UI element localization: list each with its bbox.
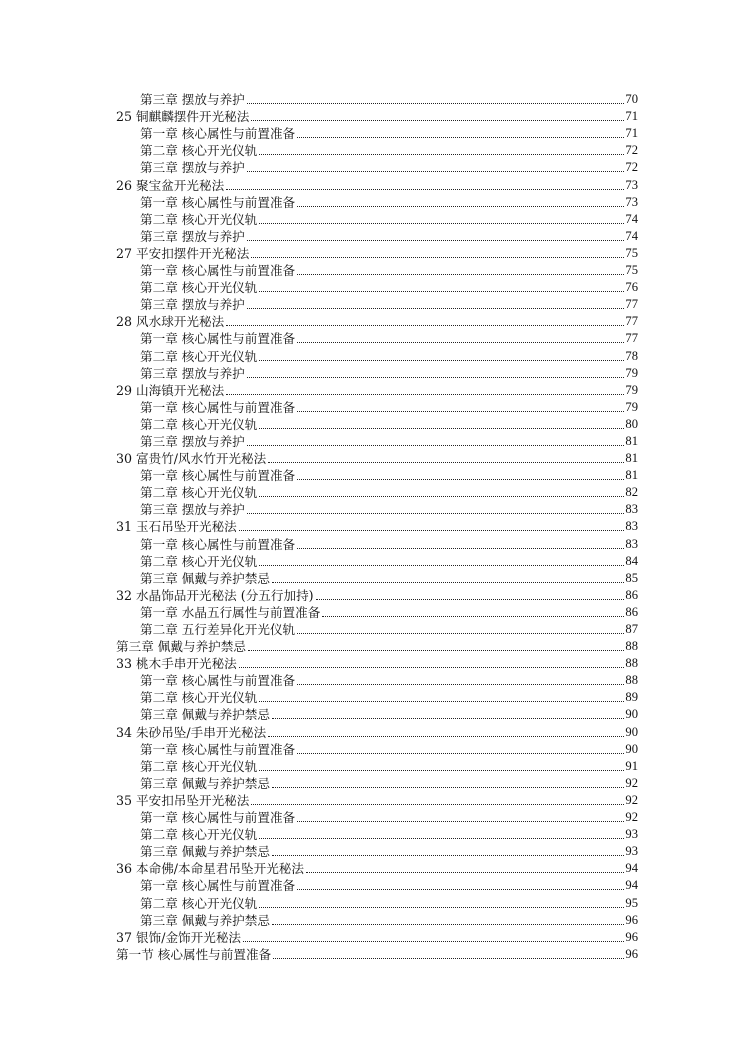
toc-chapter-entry[interactable]: [116, 688, 638, 705]
toc-chapter-entry[interactable]: [116, 774, 638, 791]
toc-chapter-entry[interactable]: [116, 227, 638, 244]
dot-leader: [259, 907, 624, 908]
toc-entry-title: 第三章 佩戴与养护禁忌: [140, 775, 270, 791]
toc-entry-title: 第三章 摆放与养护: [140, 433, 245, 449]
toc-entry-title: 第二章 核心开光仪轨: [140, 416, 258, 432]
toc-page-number: 75: [625, 245, 638, 260]
dot-leader: [297, 137, 624, 138]
dot-leader: [272, 582, 624, 583]
toc-section-entry[interactable]: [116, 312, 638, 329]
toc-page-number: 76: [625, 280, 638, 295]
dot-leader: [251, 804, 624, 805]
dot-leader: [297, 821, 624, 822]
toc-page-number: 90: [625, 707, 638, 722]
toc-chapter-entry[interactable]: [116, 740, 638, 757]
toc-entry-title: 第二章 核心开光仪轨: [140, 485, 258, 501]
toc-section-entry[interactable]: [116, 791, 638, 808]
toc-page-number: 73: [625, 194, 638, 209]
toc-section-entry[interactable]: [116, 517, 638, 534]
toc-entry-title: 第三章 佩戴与养护禁忌: [140, 844, 270, 860]
toc-entry-title: 36 本命佛/本命星君吊坠开光秘法: [116, 861, 304, 877]
toc-page-number: 96: [625, 946, 638, 961]
dot-leader: [251, 257, 624, 258]
dot-leader: [268, 736, 624, 737]
toc-section-entry[interactable]: [116, 722, 638, 739]
toc-chapter-entry[interactable]: [116, 825, 638, 842]
dot-leader: [247, 445, 625, 446]
toc-page-number: 95: [625, 895, 638, 910]
toc-chapter-entry[interactable]: [116, 432, 638, 449]
toc-chapter-entry[interactable]: [116, 295, 638, 312]
toc-page-number: 83: [625, 536, 638, 551]
toc-entry-title: 第三章 摆放与养护: [140, 228, 245, 244]
toc-section-entry[interactable]: [116, 586, 638, 603]
toc-entry-title: 第三章 摆放与养护: [140, 365, 245, 381]
dot-leader: [259, 223, 624, 224]
toc-page-number: 71: [625, 126, 638, 141]
dot-leader: [226, 394, 624, 395]
toc-chapter-entry[interactable]: [116, 346, 638, 363]
toc-entry-title: 26 聚宝盆开光秘法: [116, 177, 225, 193]
toc-entry-title: 第三章 佩戴与养护禁忌: [140, 570, 270, 586]
toc-entry-title: 第三章 摆放与养护: [140, 502, 245, 518]
toc-entry-title: 第三章 摆放与养护: [140, 160, 245, 176]
toc-entry-title: 第三章 佩戴与养护禁忌: [116, 639, 246, 655]
toc-chapter-entry[interactable]: [116, 603, 638, 620]
toc-page-number: 78: [625, 348, 638, 363]
dot-leader: [322, 616, 624, 617]
toc-chapter-entry[interactable]: [116, 466, 638, 483]
toc-entry-title: 第一章 核心属性与前置准备: [140, 263, 296, 279]
toc-chapter-entry[interactable]: [116, 552, 638, 569]
toc-section-entry[interactable]: [116, 945, 638, 962]
toc-page-number: 87: [625, 622, 638, 636]
toc-chapter-entry[interactable]: [116, 210, 638, 227]
toc-page-number: 72: [625, 160, 638, 175]
toc-entry-title: 第二章 核心开光仪轨: [140, 553, 258, 569]
toc-chapter-entry[interactable]: [116, 364, 638, 381]
toc-page-number: 79: [625, 365, 638, 380]
toc-page-number: 89: [625, 690, 638, 705]
dot-leader: [273, 958, 624, 959]
toc-chapter-entry[interactable]: [116, 398, 638, 415]
toc-entry-title: 37 银饰/金饰开光秘法: [116, 929, 242, 945]
toc-page-number: 86: [625, 604, 638, 619]
dot-leader: [248, 650, 624, 651]
toc-entry-title: 第三章 摆放与养护: [140, 297, 245, 313]
toc-entry-title: 第二章 核心开光仪轨: [140, 895, 258, 911]
toc-entry-title: 第一章 核心属性与前置准备: [140, 331, 296, 347]
toc-page-number: 93: [625, 844, 638, 859]
toc-entry-title: 32 水晶饰品开光秘法 (分五行加持): [116, 587, 314, 603]
dot-leader: [259, 496, 624, 497]
toc-page-number: 88: [625, 656, 638, 671]
dot-leader: [247, 308, 625, 309]
toc-entry-title: 29 山海镇开光秘法: [116, 382, 225, 398]
toc-chapter-entry[interactable]: [116, 534, 638, 551]
toc-entry-title: 第一章 核心属性与前置准备: [140, 810, 296, 826]
toc-entry-title: 第三章 佩戴与养护禁忌: [140, 912, 270, 928]
dot-leader: [259, 154, 624, 155]
toc-chapter-entry[interactable]: [116, 124, 638, 141]
toc-entry-title: 第二章 核心开光仪轨: [140, 758, 258, 774]
toc-chapter-entry[interactable]: [116, 278, 638, 295]
toc-page-number: 74: [625, 211, 638, 226]
toc-page-number: 73: [625, 177, 638, 192]
dot-leader: [226, 189, 624, 190]
dot-leader: [297, 206, 624, 207]
toc-page-number: 88: [625, 673, 638, 688]
dot-leader: [251, 120, 624, 121]
dot-leader: [272, 718, 624, 719]
toc-page-number: 77: [625, 297, 638, 312]
toc-page-number: 81: [625, 433, 638, 448]
dot-leader: [247, 103, 625, 104]
toc-chapter-entry[interactable]: [116, 483, 638, 500]
dot-leader: [297, 684, 624, 685]
dot-leader: [259, 770, 624, 771]
dot-leader: [247, 377, 625, 378]
dot-leader: [239, 667, 625, 668]
toc-entry-title: 31 玉石吊坠开光秘法: [116, 519, 237, 535]
dot-leader: [272, 787, 624, 788]
dot-leader: [259, 428, 624, 429]
dot-leader: [297, 548, 624, 549]
toc-page-number: 90: [625, 741, 638, 756]
toc-page-number: 96: [625, 912, 638, 927]
toc-chapter-entry[interactable]: [116, 911, 638, 928]
toc-section-entry[interactable]: [116, 654, 638, 671]
toc-page-number: 70: [625, 92, 638, 107]
dot-leader: [316, 599, 625, 600]
toc-section-entry[interactable]: [116, 637, 638, 654]
toc-section-entry[interactable]: [116, 381, 638, 398]
toc-page-number: 80: [625, 416, 638, 431]
dot-leader: [297, 633, 624, 634]
toc-page-number: 82: [625, 485, 638, 500]
toc-entry-title: 第二章 核心开光仪轨: [140, 827, 258, 843]
dot-leader: [306, 872, 624, 873]
dot-leader: [226, 325, 624, 326]
dot-leader: [259, 701, 624, 702]
dot-leader: [272, 924, 624, 925]
dot-leader: [259, 565, 624, 566]
toc-chapter-entry[interactable]: [116, 569, 638, 586]
toc-page-number: 92: [625, 775, 638, 790]
toc-entry-title: 第一章 核心属性与前置准备: [140, 194, 296, 210]
toc-entry-title: 25 铜麒麟摆件开光秘法: [116, 109, 250, 125]
toc-entry-title: 28 风水球开光秘法: [116, 314, 225, 330]
toc-entry-title: 第二章 核心开光仪轨: [140, 143, 258, 159]
toc-page-number: 79: [625, 399, 638, 414]
dot-leader: [247, 171, 625, 172]
toc-entry-title: 第一章 核心属性与前置准备: [140, 399, 296, 415]
toc-page-number: 71: [625, 109, 638, 124]
toc-page-number: 91: [625, 758, 638, 773]
toc-page-number: 74: [625, 228, 638, 243]
toc-page-number: 72: [625, 143, 638, 158]
toc-page-number: 90: [625, 724, 638, 739]
toc-entry-title: 第二章 五行差异化开光仪轨: [140, 622, 296, 637]
dot-leader: [247, 240, 625, 241]
toc-chapter-entry[interactable]: [116, 329, 638, 346]
toc-page-number: 79: [625, 382, 638, 397]
dot-leader: [297, 889, 624, 890]
dot-leader: [297, 342, 624, 343]
toc-entry-title: 第一章 水晶五行属性与前置准备: [140, 604, 321, 620]
toc-entry-title: 35 平安扣吊坠开光秘法: [116, 792, 250, 808]
toc-section-entry[interactable]: [116, 928, 638, 945]
toc-section-entry[interactable]: [116, 859, 638, 876]
toc-page-number: 75: [625, 263, 638, 278]
toc-entry-title: 34 朱砂吊坠/手串开光秘法: [116, 724, 267, 740]
toc-chapter-entry[interactable]: [116, 261, 638, 278]
toc-page-number: 92: [625, 792, 638, 807]
toc-entry-title: 30 富贵竹/风水竹开光秘法: [116, 451, 267, 467]
toc-page-number: 83: [625, 519, 638, 534]
dot-leader: [297, 411, 624, 412]
toc-entry-title: 第二章 核心开光仪轨: [140, 280, 258, 296]
toc-chapter-entry[interactable]: [116, 876, 638, 893]
toc-page-number: 83: [625, 502, 638, 517]
toc-entry-title: 第一章 核心属性与前置准备: [140, 536, 296, 552]
toc-page-number: 94: [625, 861, 638, 876]
table-of-contents: [116, 90, 638, 962]
toc-page-number: 94: [625, 878, 638, 893]
toc-chapter-entry[interactable]: [116, 705, 638, 722]
toc-page-number: 96: [625, 929, 638, 944]
toc-entry-title: 33 桃木手串开光秘法: [116, 656, 237, 672]
toc-chapter-entry[interactable]: [116, 193, 638, 210]
toc-page-number: 81: [625, 451, 638, 466]
dot-leader: [268, 462, 624, 463]
toc-chapter-entry[interactable]: [116, 141, 638, 158]
toc-entry-title: 第二章 核心开光仪轨: [140, 348, 258, 364]
toc-chapter-entry[interactable]: [116, 808, 638, 825]
toc-page-number: 77: [625, 314, 638, 329]
toc-entry-title: 第一章 核心属性与前置准备: [140, 741, 296, 757]
toc-page-number: 86: [625, 587, 638, 602]
toc-entry-title: 第二章 核心开光仪轨: [140, 690, 258, 706]
dot-leader: [243, 941, 624, 942]
toc-entry-title: 第一节 核心属性与前置准备: [116, 946, 272, 962]
toc-entry-title: 第二章 核心开光仪轨: [140, 211, 258, 227]
dot-leader: [272, 855, 624, 856]
toc-chapter-entry[interactable]: [116, 90, 638, 107]
toc-entry-title: 第一章 核心属性与前置准备: [140, 878, 296, 894]
toc-chapter-entry[interactable]: [116, 893, 638, 910]
toc-chapter-entry[interactable]: [116, 842, 638, 859]
dot-leader: [247, 513, 625, 514]
toc-section-entry[interactable]: [116, 175, 638, 192]
toc-chapter-entry[interactable]: [116, 158, 638, 175]
toc-entry-title: 27 平安扣摆件开光秘法: [116, 245, 250, 261]
toc-page-number: 88: [625, 639, 638, 654]
dot-leader: [297, 753, 624, 754]
toc-page-number: 93: [625, 827, 638, 842]
toc-chapter-entry[interactable]: [116, 500, 638, 517]
toc-entry-title: 第一章 核心属性与前置准备: [140, 468, 296, 484]
dot-leader: [239, 530, 625, 531]
toc-section-entry[interactable]: [116, 449, 638, 466]
dot-leader: [259, 291, 624, 292]
dot-leader: [259, 360, 624, 361]
toc-page-number: 85: [625, 570, 638, 585]
toc-chapter-entry[interactable]: [116, 671, 638, 688]
toc-chapter-entry[interactable]: [116, 620, 638, 637]
dot-leader: [297, 479, 624, 480]
toc-entry-title: 第三章 摆放与养护: [140, 92, 245, 108]
toc-entry-title: 第三章 佩戴与养护禁忌: [140, 707, 270, 723]
toc-entry-title: 第一章 核心属性与前置准备: [140, 673, 296, 689]
toc-page-number: 81: [625, 468, 638, 483]
toc-section-entry[interactable]: [116, 107, 638, 124]
toc-page-number: 84: [625, 553, 638, 568]
dot-leader: [297, 274, 624, 275]
toc-section-entry[interactable]: [116, 244, 638, 261]
dot-leader: [259, 838, 624, 839]
toc-page-number: 77: [625, 331, 638, 346]
toc-chapter-entry[interactable]: [116, 757, 638, 774]
toc-entry-title: 第一章 核心属性与前置准备: [140, 126, 296, 142]
toc-chapter-entry[interactable]: [116, 415, 638, 432]
toc-page-number: 92: [625, 810, 638, 825]
